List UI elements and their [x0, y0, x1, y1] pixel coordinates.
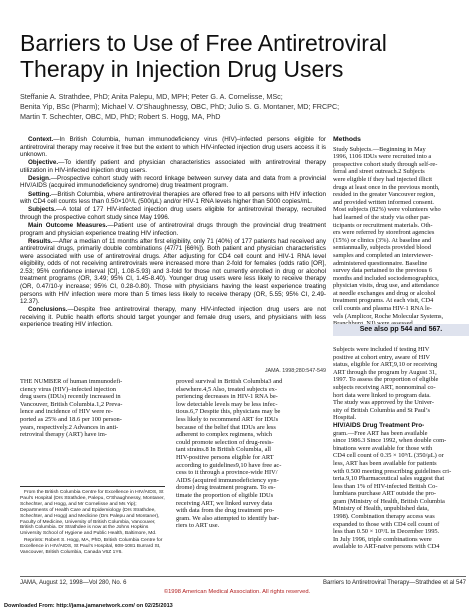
body-line: retroviral therapy (ART) have im- [20, 431, 107, 439]
body-line: ers were referred by storefront agencies [333, 229, 435, 237]
abstract-paragraph [20, 238, 326, 306]
methods-text [333, 146, 469, 328]
body-line: with data from the drug treatment pro- [176, 507, 275, 515]
methods-column [333, 136, 469, 328]
abstract-label: Conclusions. [28, 306, 68, 314]
body-line: subjects receiving ART, nonnominal co- [333, 383, 436, 391]
hiv-program-heading: HIV/AIDS Drug Treatment Pro- [333, 421, 425, 429]
download-notice: Downloaded From: http://jama.jamanetwork.com/ on 02/25/2013 [4, 603, 173, 609]
body-line: status, eligible for ART,9,10 or receiving [333, 361, 438, 369]
body-line: vels (Amplicor, Roche Molecular Systems, [333, 312, 444, 320]
body-line: survey data pertained to the previous 6 [333, 267, 433, 275]
body-line: drug users (IDUs) recently increased in [20, 393, 121, 401]
footnote-paragraph: Reprints: Robert S. Hogg, MA, PhD, British Columbia Centre for Excellence in HIV/AIDS, St Paul’s Hospital, 608-1081 Burrard St, Vancouver, British Columbia, Canada V6Z 1Y6. [20, 538, 163, 556]
body-line: were eligible if they had injected illicit [333, 175, 433, 183]
body-line: samples and completed an interviewer- [333, 251, 433, 259]
body-line: elsewhere.4,5 Also, treated subjects ex- [176, 385, 277, 393]
abstract-paragraph [20, 191, 326, 206]
body-line: drugs at least once in the previous month, [333, 183, 440, 191]
author-line: Martin T. Schechter, OBC, MD, PhD; Robert S. Hogg, MA, PhD [20, 112, 221, 121]
body-line: hort data were linked to program data. [333, 391, 431, 399]
abstract-paragraph [20, 136, 326, 159]
body-line: proved survival in British Columbia3 and [176, 378, 283, 385]
footnote-paragraph: From the British Columbia Centre for Excellence in HIV/AIDS, St Paul’s Hospital (Drs Strathdee, Palepu, O’Shaughnessy, Montaner, Schechter, and Hogg, and Mr Cornelisse and Ms Yip); Departments of Health Care and Epidemiology (Drs Strathdee, Schechter, and Hogg) and Medicine (Drs Palepu and Montaner), Faculty of Medicine, University of British Columbia, Vancouver, British Columbia. Dr Strathdee is now at the Johns Hopkins University School of Hygiene and Public Health, Baltimore, Md. [20, 490, 165, 537]
body-line: low detectable levels may be less infec- [176, 400, 278, 408]
abstract [20, 136, 326, 329]
body-line: according to guidelines9,10 have free ac- [176, 461, 282, 469]
abstract-text: —To identify patient and physician characteristics associated with antiretroviral therapy utilization in HIV-infected injection drug users. [20, 159, 326, 174]
body-line: Vancouver, British Columbia.1,2 Preva- [20, 400, 123, 408]
body-line: lumbians purchase ART outside the pro- [333, 490, 436, 498]
author-line: Steffanie A. Strathdee, PhD; Anita Palepu, MD, MPH; Peter G. A. Cornelisse, MSc; [20, 92, 283, 101]
body-line: could promote selection of drug-resis- [176, 438, 274, 446]
body-line: receiving ART, we linked survey data [176, 499, 273, 507]
body-line: Ministry of Health, unpublished data, [333, 505, 429, 513]
subjects-paragraph [333, 346, 469, 422]
abstract-text: —A total of 177 HIV-infected injection drug users eligible for antiretroviral therapy, recruited through the prospective cohort study since May 1996. [20, 206, 326, 221]
intro-column-right [176, 378, 326, 530]
body-line: HIV-positive persons eligible for ART [176, 453, 274, 461]
copyright-notice: ©1998 American Medical Association. All rights reserved. [163, 589, 311, 595]
body-line: at needle exchanges and drug or alcohol [333, 289, 436, 297]
program-paragraph [333, 430, 469, 552]
body-line: tant strains.8 In British Columbia, all [176, 446, 271, 454]
body-line: timate the proportion of eligible IDUs [176, 491, 274, 499]
body-line: administered questionnaire. Baseline [333, 259, 428, 267]
body-line: less than 1% of HIV-infected British Co- [333, 482, 438, 490]
body-line: THE NUMBER of human immunodefi- [20, 378, 123, 385]
author-list [20, 92, 450, 122]
body-line: physician visits, drug use, and attendance [333, 282, 439, 290]
body-line: teria.9,10 Pharmaceutical sales suggest that [333, 475, 445, 483]
body-line: gram. We also attempted to identify bar- [176, 514, 280, 522]
abstract-label: Context. [28, 136, 54, 143]
title-line: Barriers to Use of Free Antiretroviral [20, 30, 387, 56]
body-line: gram.—Free ART has been available [333, 429, 428, 437]
body-line: ciency virus (HIV)–infected injection [20, 385, 116, 393]
abstract-text: —After a median of 11 months after first eligibility, only 71 (40%) of 177 patients had received any antiretroviral drugs, primarily double combinations (47/71 [66%]). Both patient and physician characteristics were associated with use of antiretroviral drugs. After adjusting for CD4 cell count and HIV-1 RNA level eligibility, odds of not receiving antiretrovirals were increased more than 2-fold for females (odds ratio [OR], 2.53; 95% confidence interval [CI], 1.08-5.93) and 3-fold for those not currently enrolled in drug or alcohol treatment programs (OR, 3.49; 95% CI, 1.45-8.40). Younger drug users were less likely to receive therapy (OR, 0.47/10-y increase; 95% CI, 0.28-0.80). Those with physicians having the least experience treating persons with HIV infection were more than 5 times less likely to receive therapy (OR, 5.55; 95% CI, 2.49-12.37). [20, 237, 326, 306]
body-line: In July 1996, triple combinations were [333, 535, 432, 543]
journal-citation: JAMA, August 12, 1998—Vol 280, No. 6 [20, 580, 127, 586]
body-line: binations were available for those with [333, 444, 433, 452]
methods-heading: Methods [333, 136, 361, 143]
body-line: expanded to those with CD4 cell count of [333, 520, 440, 528]
body-line: semiannually, subjects provided blood [333, 244, 431, 252]
abstract-label: Design. [28, 174, 51, 182]
abstract-label: Objective. [28, 159, 59, 167]
page-footer [20, 576, 466, 586]
body-line: The study was approved by the Univer- [333, 399, 435, 407]
abstract-paragraph [20, 222, 326, 237]
intro-column-left [20, 378, 165, 439]
abstract-paragraph [20, 206, 326, 221]
abstract-text: —Prospective cohort study with record linkage between survey data and data from a provincial HIV/AIDS (acquired immunodeficiency syndrome) drug treatment program. [20, 174, 326, 190]
body-line: lence and incidence of HIV were re- [20, 408, 113, 416]
body-line: (15%) or clinics (3%). At baseline and [333, 236, 432, 244]
body-line: positive at cohort entry, aware of HIV [333, 353, 431, 361]
body-line: ferral and street outreach.2 Subjects [333, 168, 425, 176]
citation-note [196, 368, 326, 375]
body-line: months and included sociodemographics, [333, 274, 439, 282]
abstract-text: —In British Columbia, human immunodeficiency virus (HIV)–infected persons eligible for antiretroviral therapy may receive it free but the extent to which HIV-infected injection drug users access it is unknown. [20, 136, 326, 159]
body-line: Subjects were included if testing HIV [333, 346, 430, 353]
citation-text: JAMA. 1998;280:547-549 [264, 368, 326, 374]
body-line: 1998). Combination therapy access was [333, 513, 435, 521]
abstract-label: Setting. [28, 190, 52, 198]
abstract-label: Results. [28, 237, 53, 245]
body-line: ticipants or recruitment materials. Oth- [333, 221, 433, 229]
body-line: and provided written informed consent. [333, 198, 434, 206]
abstract-text: —British Columbia, where antiretroviral therapies are offered free to all persons with HIV infection with CD4 cell counts less than 0.50×10⁹/L (500/μL) and/or HIV-1 RNA levels higher than 5000 copies/mL. [20, 190, 326, 206]
abstract-label: Main Outcome Measures. [28, 221, 108, 229]
title-line: Therapy in Injection Drug Users [20, 56, 344, 82]
affiliation-footnote [20, 486, 165, 557]
body-line: 1997. To assess the proportion of eligible [333, 376, 439, 384]
methods-continued [333, 346, 469, 551]
body-line: cess to it through a province-wide HIV/ [176, 469, 278, 477]
running-title: Barriers to Antiretroviral Therapy—Strathdee et al 547 [323, 580, 466, 586]
body-line: periencing decreases in HIV-1 RNA be- [176, 393, 278, 401]
body-line: ported as 25% and 18.6 per 100 person- [20, 415, 122, 423]
abstract-text: —Patient use of antiretroviral drugs through the provincial drug treatment program and physician experience treating HIV infection. [20, 221, 327, 237]
body-line: less than 0.50 × 10⁹/L in December 1995. [333, 528, 440, 536]
abstract-label: Subjects. [28, 206, 56, 214]
body-line: riers to ART use. [176, 522, 220, 530]
body-line: Study Subjects.—Beginning in May [333, 145, 426, 153]
body-line: cell counts and plasma HIV-1 RNA le- [333, 305, 432, 313]
article-title [20, 30, 460, 82]
body-line: since 1986.3 Since 1992, when double com- [333, 437, 447, 445]
body-line: prospective cohort study through self-re- [333, 160, 438, 168]
body-line: Hospital. [333, 414, 357, 422]
body-line: 1996, 1106 IDUs were recruited into a [333, 153, 432, 161]
body-line: treatment programs. At each visit, CD4 [333, 297, 434, 305]
author-line: Benita Yip, BSc (Pharm); Michael V. O’Shaughnessy, OBC, PhD; Julio S. G. Montaner, MD; FRCPC; [20, 102, 340, 111]
body-line: available to ART-naive persons with CD4 [333, 543, 440, 551]
body-line: CD4 cell count of 0.35 × 10⁹/L (350/μL) or [333, 452, 444, 460]
abstract-text: —Despite free antiretroviral therapy, many HIV-infected injection drug users are not receiving it. Public health efforts should target younger and female drug users, and physicians with less experience treating HIV infection. [20, 306, 326, 329]
body-line: with 0.500 meeting prescribing guidelines cri- [333, 467, 452, 475]
body-line: Most subjects (82%) were volunteers who [333, 206, 441, 214]
body-line: years, respectively.2 Advances in anti- [20, 423, 119, 431]
body-line: had learned of the study via other par- [333, 213, 431, 221]
body-line: less likely to recommend ART for IDUs [176, 415, 279, 423]
body-line: sity of British Columbia and St Paul’s [333, 406, 430, 414]
see-also-box: See also pp 544 and 567. [333, 324, 469, 336]
abstract-paragraph [20, 306, 326, 329]
body-line: drome) drug treatment program. To es- [176, 484, 276, 492]
abstract-paragraph [20, 159, 326, 174]
body-line: resided in the greater Vancouver region, [333, 191, 436, 199]
body-line: tious.6,7 Despite this, physicians may be [176, 408, 281, 416]
body-line: less, ART has been available for patients [333, 459, 437, 467]
body-line: ART through the program by August 31, [333, 368, 437, 376]
body-line: adherent to complex regimens, which [176, 431, 273, 439]
body-line: because of the belief that IDUs are less [176, 423, 276, 431]
body-line: AIDS (acquired immunodeficiency syn- [176, 476, 279, 484]
body-line: gram (Ministry of Health, British Columbia [333, 497, 445, 505]
abstract-paragraph [20, 175, 326, 190]
